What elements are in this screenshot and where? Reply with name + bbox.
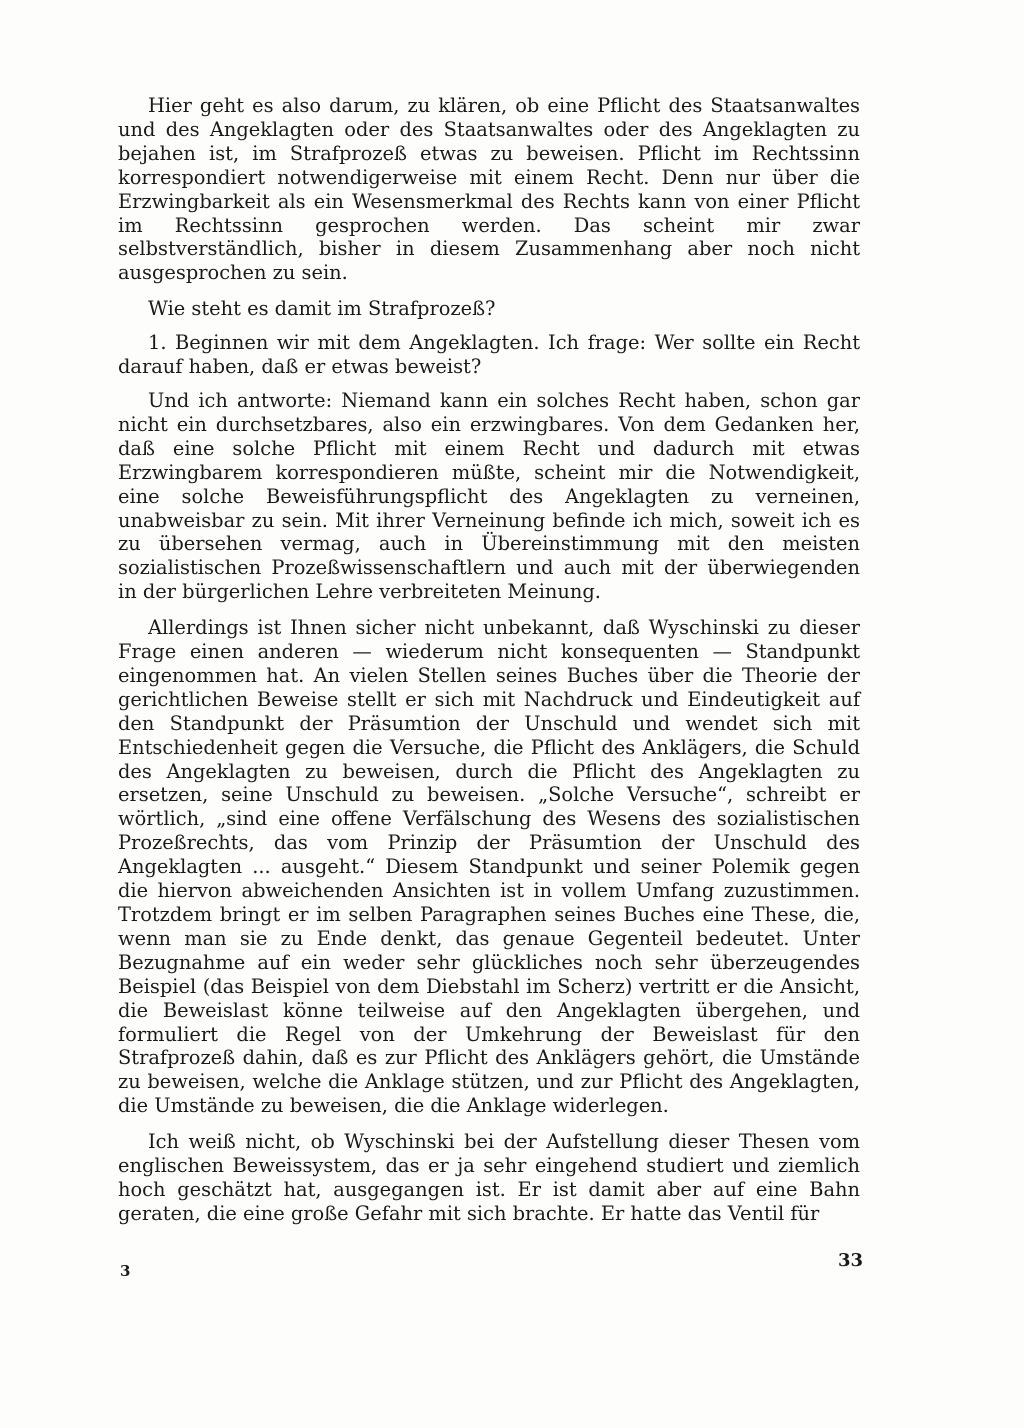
paragraph: Wie steht es damit im Strafprozeß? <box>148 297 496 321</box>
page-number: 33 <box>838 1250 864 1271</box>
signature-mark: 3 <box>120 1262 131 1280</box>
body-text <box>118 94 860 1238</box>
paragraph: Und ich antworte: Niemand kann ein solches Recht haben, schon gar nicht ein durchsetzbares, also ein erzwingbares. Von dem Gedanken her, daß eine solche Pflicht mit einem Recht und dadurch mit etwas Erzwingbarem korrespondieren müßte, scheint mir die Notwendigkeit, eine solche Beweisführungspflicht des Angeklagten zu verneinen, unabweisbar zu sein. Mit ihrer Verneinung befinde ich mich, soweit ich es zu übersehen vermag, auch in Übereinstimmung mit den meisten sozialistischen Prozeßwissenschaftlern und auch mit der überwiegenden in der bürgerlichen Lehre verbreiteten Meinung. <box>118 388 860 604</box>
paragraph: 1. Beginnen wir mit dem Angeklagten. Ich frage: Wer sollte ein Recht darauf haben, daß er etwas beweist? <box>118 331 860 379</box>
paragraph: Ich weiß nicht, ob Wyschinski bei der Aufstellung dieser Thesen vom englischen Beweissystem, das er ja sehr eingehend studiert und ziemlich hoch geschätzt hat, ausgegangen ist. Er ist damit aber auf eine Bahn geraten, die eine große Gefahr mit sich brachte. Er hatte das Ventil für <box>118 1130 860 1225</box>
paragraph: Hier geht es also darum, zu klären, ob eine Pflicht des Staatsanwaltes und des Angeklagten oder des Staatsanwaltes oder des Angeklagten zu bejahen ist, im Strafprozeß etwas zu beweisen. Pflicht im Rechtssinn korrespondiert notwendigerweise mit einem Recht. Denn nur über die Erzwingbarkeit als ein Wesensmerkmal des Rechts kann von einer Pflicht im Rechtssinn gesprochen werden. Das scheint mir zwar selbstverständlich, bisher in diesem Zusammenhang aber noch nicht ausgesprochen zu sein. <box>118 94 860 285</box>
paragraph: Allerdings ist Ihnen sicher nicht unbekannt, daß Wyschinski zu dieser Frage einen anderen — wiederum nicht konsequenten — Standpunkt eingenommen hat. An vielen Stellen seines Buches über die Theorie der gerichtlichen Beweise stellt er sich mit Nachdruck und Eindeutigkeit auf den Standpunkt der Präsumtion der Unschuld und wendet sich mit Entschiedenheit gegen die Versuche, die Pflicht des Anklägers, die Schuld des Angeklagten zu beweisen, durch die Pflicht des Angeklagten zu ersetzen, seine Unschuld zu beweisen. „Solche Versuche“, schreibt er wörtlich, „sind eine offene Verfälschung des Wesens des sozialistischen Prozeßrechts, das vom Prinzip der Präsumtion der Unschuld des Angeklagten ... ausgeht.“ Diesem Standpunkt und seiner Polemik gegen die hiervon abweichenden Ansichten ist in vollem Umfang zuzustimmen. Trotzdem bringt er im selben Paragraphen seines Buches eine These, die, wenn man sie zu Ende denkt, das genaue Gegenteil bedeutet. Unter Bezugnahme auf ein weder sehr glückliches noch sehr überzeugendes Beispiel (das Beispiel von dem Diebstahl im Scherz) vertritt er die Ansicht, die Beweislast könne teilweise auf den Angeklagten übergehen, und formuliert die Regel von der Umkehrung der Beweislast für den Strafprozeß dahin, daß es zur Pflicht des Anklägers gehört, die Umstände zu beweisen, welche die Anklage stützen, und zur Pflicht des Angeklagten, die Umstände zu beweisen, die die Anklage widerlegen. <box>118 616 860 1118</box>
